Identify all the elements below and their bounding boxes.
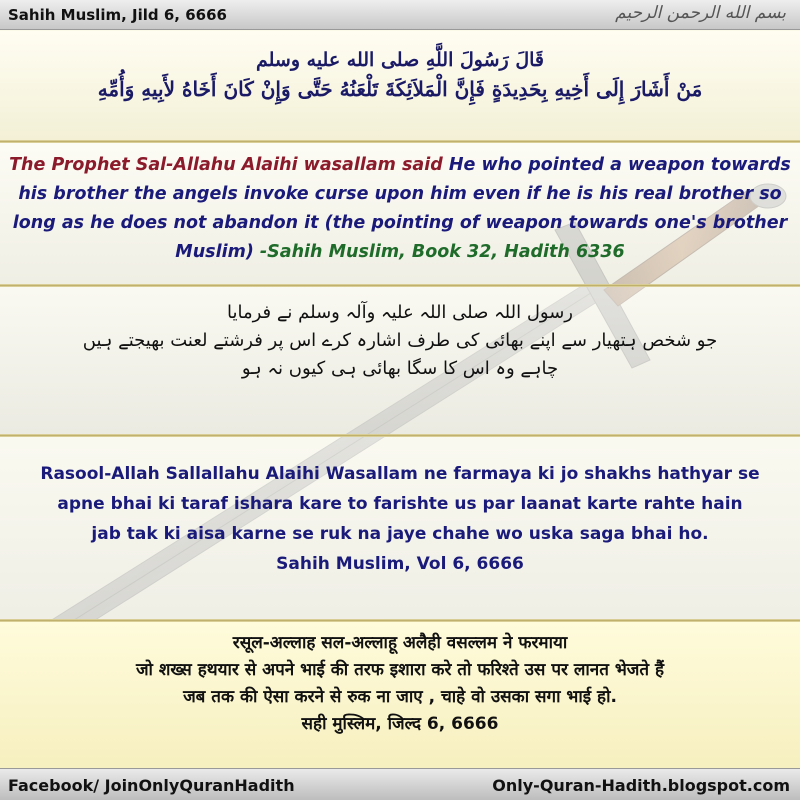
blog-link[interactable]: Only-Quran-Hadith.blogspot.com [492, 776, 790, 795]
roman-line-2: apne bhai ki taraf ishara kare to farishte us par laanat karte rahte hain [57, 494, 743, 514]
section-divider [0, 284, 800, 287]
facebook-link[interactable]: Facebook/ JoinOnlyQuranHadith [8, 776, 295, 795]
header-bar [0, 0, 800, 30]
urdu-section [0, 285, 800, 435]
roman-reference: Sahih Muslim, Vol 6, 6666 [276, 554, 524, 574]
hindi-reference: सही मुस्लिम, जिल्द 6, 6666 [301, 714, 499, 734]
arabic-section [0, 31, 800, 141]
section-divider [0, 619, 800, 622]
roman-urdu-section [0, 435, 800, 620]
section-divider [0, 434, 800, 437]
arabic-line-2: مَنْ أَشَارَ إِلَى أَخِيهِ بِحَدِيدَةٍ فَإِنَّ الْمَلاَئِكَةَ تَلْعَنُهُ حَتَّى وَإِنْ كَانَ أَخَاهُ لأَبِيهِ وَأُمِّهِ [97, 77, 703, 101]
hindi-line-1: रसूल-अल्लाह सल-अल्लाहू अलैही वसल्लम ने फरमाया [232, 633, 568, 653]
roman-line-1: Rasool-Allah Sallallahu Alaihi Wasallam ne farmaya ki jo shakhs hathyar se [40, 464, 760, 484]
hindi-line-2: जो शख्स हथयार से अपने भाई की तरफ इशारा करे तो फरिश्ते उस पर लानत भेजते हैं [135, 660, 665, 680]
arabic-line-1: قَالَ رَسُولَ اللَّهِ صلى الله عليه وسلم [255, 49, 544, 71]
urdu-line-3: چاہے وہ اس کا سگا بھائی ہی کیوں نہ ہو [241, 358, 559, 379]
english-section [0, 141, 800, 285]
footer-bar [0, 768, 800, 800]
basmala-calligraphy: بسم الله الرحمن الرحيم [615, 3, 786, 23]
reference-title: Sahih Muslim, Jild 6, 6666 [8, 6, 227, 24]
hindi-line-3: जब तक की ऐसा करने से रुक ना जाए , चाहे वो उसका सगा भाई हो. [183, 687, 617, 707]
english-body: He who pointed a weapon towards his brother the angels invoke curse upon him even if he is his real brother so long as he does not abandon it (the pointing of weapon towards one's brother Muslim) [12, 155, 791, 262]
urdu-line-2: جو شخص ہتھیار سے اپنے بھائی کی طرف اشارہ کرے اس پر فرشتے لعنت بھیجتے ہیں [82, 330, 718, 351]
english-reference: -Sahih Muslim, Book 32, Hadith 6336 [259, 242, 625, 262]
roman-line-3: jab tak ki aisa karne se ruk na jaye chahe wo uska saga bhai ho. [91, 524, 709, 544]
english-prefix: The Prophet Sal-Allahu Alaihi wasallam said [9, 155, 443, 175]
urdu-line-1: رسول اللہ صلی اللہ علیہ وآلہ وسلم نے فرمایا [227, 302, 573, 323]
hindi-section [0, 620, 800, 768]
english-text [0, 141, 800, 267]
section-divider [0, 140, 800, 143]
